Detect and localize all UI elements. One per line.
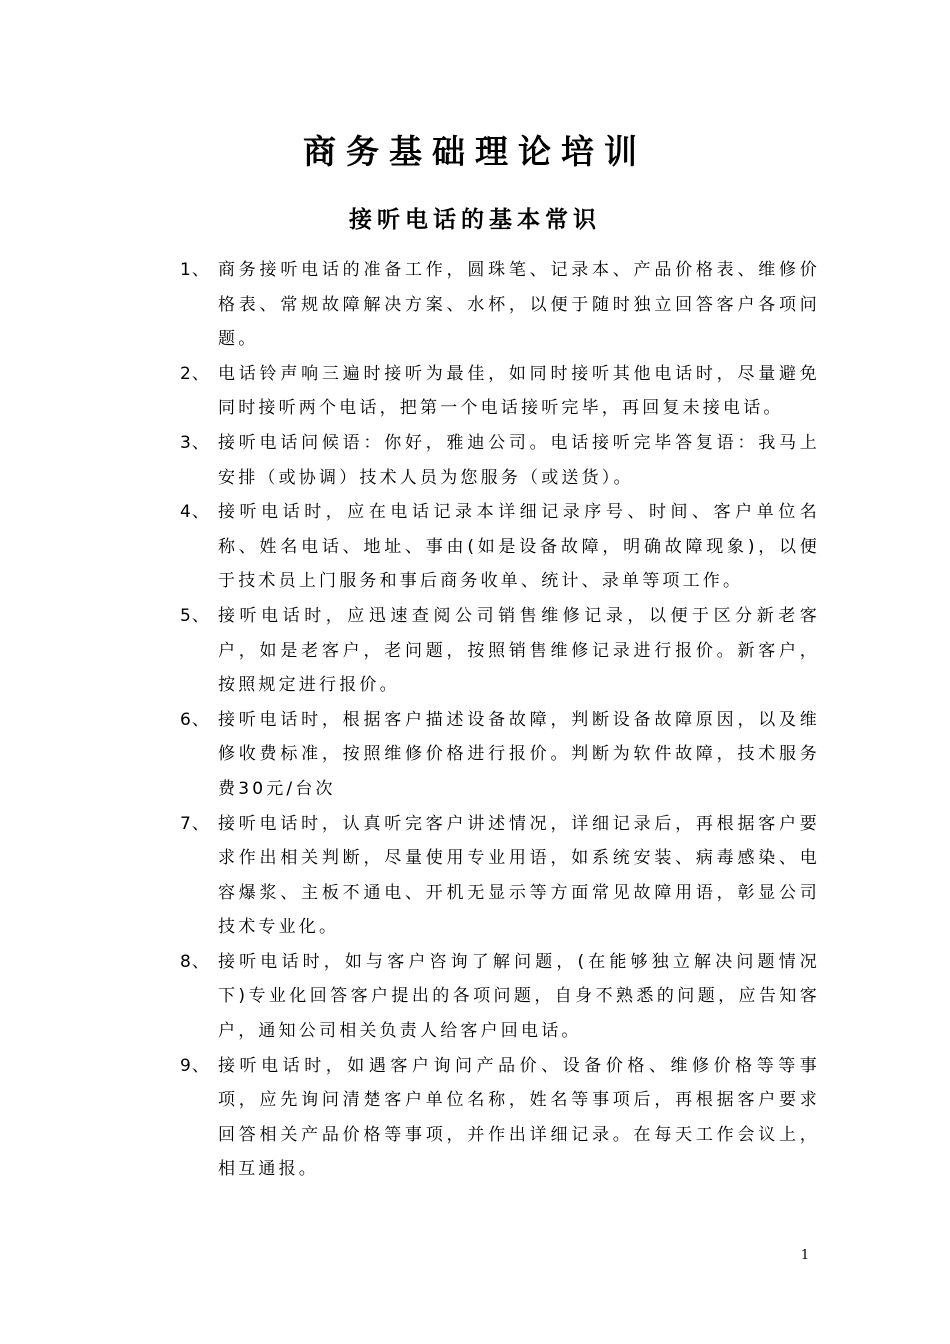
list-item-text: 接听电话问候语：你好，雅迪公司。电话接听完毕答复语：我马上安排（或协调）技术人员为您服务（或送货）。 — [218, 432, 820, 488]
list-item-text: 接听电话时，应迅速查阅公司销售维修记录，以便于区分新老客户，如是老客户，老问题，按照销售维修记录进行报价。新客户，按照规定进行报价。 — [218, 605, 820, 696]
list-item — [180, 807, 820, 945]
list-item-number: 3、 — [180, 432, 210, 453]
document-subtitle: 接听电话的基本常识 — [349, 207, 601, 233]
list-item-text: 接听电话时，根据客户描述设备故障，判断设备故障原因，以及维修收费标准，按照维修价格进行报价。判断为软件故障，技术服务费30元/台次 — [218, 709, 820, 799]
list-item — [180, 703, 820, 807]
list-item — [180, 599, 820, 703]
list-item — [180, 945, 820, 1049]
list-item-number: 7、 — [180, 813, 210, 834]
list-item-number: 5、 — [180, 605, 210, 626]
list-item-number: 2、 — [180, 363, 210, 384]
list-item-number: 8、 — [180, 951, 210, 972]
list-item-text: 接听电话时，应在电话记录本详细记录序号、时间、客户单位名称、姓名电话、地址、事由(如是设备故障，明确故障现象)，以便于技术员上门服务和事后商务收单、统计、录单等项工作。 — [218, 502, 820, 592]
list-item-text: 接听电话时，如与客户咨询了解问题，(在能够独立解决问题情况下)专业化回答客户提出的各项问题，自身不熟悉的问题，应告知客户，通知公司相关负责人给客户回电话。 — [218, 951, 820, 1042]
list-item-text: 接听电话时，认真听完客户讲述情况，详细记录后，再根据客户要求作出相关判断，尽量使用专业用语，如系统安装、病毒感染、电容爆浆、主板不通电、开机无显示等方面常见故障用语，彰显公司技术专业化。 — [218, 813, 820, 938]
list-item-number: 6、 — [180, 709, 210, 730]
list-item — [180, 495, 820, 599]
list-item-text: 接听电话时，如遇客户询问产品价、设备价格、维修价格等等事项，应先询问清楚客户单位名称，姓名等事项后，再根据客户要求回答相关产品价格等事项，并作出详细记录。在每天工作会议上，相互通报。 — [218, 1055, 820, 1180]
list-item-number: 4、 — [180, 502, 210, 523]
list-item — [180, 253, 820, 357]
list-item — [180, 357, 820, 426]
list-item-text: 商务接听电话的准备工作，圆珠笔、记录本、产品价格表、维修价格表、常规故障解决方案、水杯，以便于随时独立回答客户各项问题。 — [218, 260, 820, 350]
list-item — [180, 1049, 820, 1187]
guideline-list — [180, 253, 820, 1187]
list-item — [180, 426, 820, 495]
list-item-number: 9、 — [180, 1055, 210, 1076]
document-title: 商务基础理论培训 — [303, 132, 647, 171]
page-number: 1 — [800, 1248, 810, 1263]
list-item-text: 电话铃声响三遍时接听为最佳，如同时接听其他电话时，尽量避免同时接听两个电话，把第一个电话接听完毕，再回复未接电话。 — [218, 363, 820, 419]
list-item-number: 1、 — [180, 260, 210, 280]
